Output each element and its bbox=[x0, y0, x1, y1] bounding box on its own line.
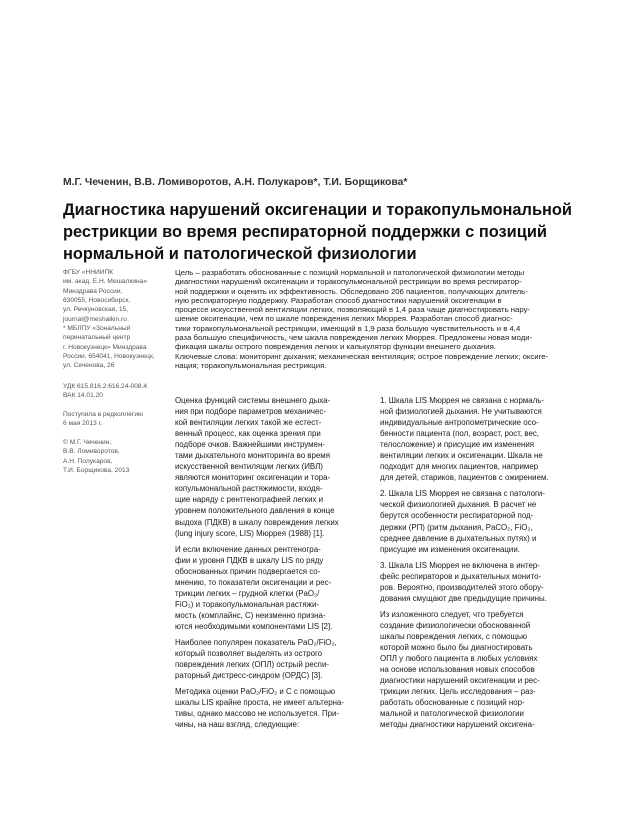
body-line: диагностики нарушений оксигенации и рес- bbox=[380, 676, 540, 686]
abstract-line: Ключевые слова: мониторинг дыхания; механическая вентиляция; острое повреждение легких; оксиге- bbox=[175, 351, 549, 361]
body-line: Наиболее популярен показатель PaO₂/FiO₂, bbox=[175, 637, 337, 647]
body-line: присущие им изменения оксигенации. bbox=[380, 544, 520, 554]
body-line: который позволяет выделять из острого bbox=[175, 649, 323, 659]
body-line: ОПЛ у любого пациента в любых условиях bbox=[380, 654, 538, 664]
affiliation-line: Минздрава России, bbox=[63, 287, 123, 295]
body-line: тами дыхательного мониторинга во время bbox=[175, 451, 330, 461]
body-line: венный процесс, как оценка зрения при bbox=[175, 429, 321, 439]
abstract-line: диагностики нарушений оксигенации и торакопульмональной рестрикции во время респиратор- bbox=[175, 277, 522, 287]
body-line: уровнем положительного давления в конце bbox=[175, 506, 335, 516]
abstract-line: ную респираторную поддержку. Разработан способ диагностики нарушений оксигенации в bbox=[175, 295, 502, 305]
body-line: ческой физиологией дыхания. В расчет не bbox=[380, 500, 537, 510]
body-paragraph bbox=[175, 686, 371, 730]
abstract-line: шение оксигенации, чем по шкале повреждения легких Мюррея. Разработан способ диагнос- bbox=[175, 314, 513, 324]
body-column-left bbox=[175, 395, 371, 735]
body-line: Из изложенного следует, что требуется bbox=[380, 609, 524, 619]
body-line: ров. Вероятно, производителей этого обору- bbox=[380, 582, 544, 592]
body-line: подходит для многих пациентов, например bbox=[380, 462, 539, 472]
body-line: индивидуальные антропометрические осо- bbox=[380, 418, 539, 428]
body-line: для детей, стариков, пациентов с ожирением. bbox=[380, 473, 549, 483]
abstract-line: фикация шкалы острого повреждения легких и калькулятор функции внешнего дыхания. bbox=[175, 342, 496, 352]
body-line: FiO₂) и торакопульмональная растяжи- bbox=[175, 599, 319, 609]
body-line: шкалы LIS крайне проста, не имеет альтерна- bbox=[175, 698, 344, 708]
body-line: тивы, однако массово не используется. При- bbox=[175, 709, 340, 719]
body-line: шкалы повреждения легких, с помощью bbox=[380, 631, 528, 641]
body-paragraph bbox=[380, 560, 580, 604]
body-line: являются мониторинг оксигенации и тора- bbox=[175, 473, 331, 483]
abstract-line: Цель – разработать обоснованные с позиций нормальной и патологической физиологии методы bbox=[175, 268, 525, 277]
affiliation-line: г. Новокузнецк» Минздрава bbox=[63, 343, 147, 351]
body-line: кой вентиляции легких такой же естест- bbox=[175, 418, 322, 428]
copyright-line: © М.Г. Чеченин, bbox=[63, 439, 112, 446]
copyright-line: Т.И. Борщикова, 2013 bbox=[63, 467, 130, 475]
body-line: фейс респираторов и дыхательных монито- bbox=[380, 571, 542, 581]
body-paragraph bbox=[380, 395, 580, 483]
body-line: фии и уровня ПДКВ в шкалу LIS по ряду bbox=[175, 555, 324, 565]
body-line: подборе очков. Важнейшими инструмен- bbox=[175, 440, 325, 450]
title-line: нормальной и патологической физиологии bbox=[63, 245, 417, 263]
body-line: мость (комплайнс, С) неизменно призна- bbox=[175, 610, 326, 620]
body-column-right bbox=[380, 395, 580, 735]
body-line: копульмональной растяжимости, входя- bbox=[175, 484, 323, 494]
affiliation-line: ФГБУ «ННИИПК bbox=[63, 269, 114, 276]
body-line: трикции легких. Цель исследования – раз- bbox=[380, 687, 536, 697]
title-line: Диагностика нарушений оксигенации и торакопульмональной bbox=[63, 201, 573, 219]
body-line: работать обоснованные с позиций нор- bbox=[380, 698, 525, 708]
body-paragraph bbox=[380, 609, 580, 731]
body-line: Методика оценки PaO₂/FiO₂ и С с помощью bbox=[175, 687, 335, 697]
body-line: телосложение) и присущие им изменения bbox=[380, 440, 534, 450]
body-line: которой можно было бы диагностировать bbox=[380, 642, 533, 652]
body-paragraph bbox=[175, 637, 371, 681]
body-line: Оценка функций системы внешнего дыха- bbox=[175, 396, 331, 405]
body-line: бенности пациента (пол, возраст, рост, вес, bbox=[380, 429, 539, 439]
body-line: 1. Шкала LIS Мюррея не связана с нормаль- bbox=[380, 396, 544, 405]
body-line: повреждения легких (ОПЛ) острый респи- bbox=[175, 660, 329, 670]
body-line: среднее давление в дыхательных путях) и bbox=[380, 533, 537, 543]
body-line: создание физиологически обоснованной bbox=[380, 620, 531, 630]
body-line: выдоха (ПДКВ) в шкалу повреждения легких bbox=[175, 517, 339, 527]
body-paragraph bbox=[380, 488, 580, 554]
affiliation-block bbox=[63, 268, 163, 371]
body-line: щие наряду с рентгенографией легких и bbox=[175, 495, 324, 505]
body-line: трикции легких – грудной клетки (PaO₂/ bbox=[175, 588, 320, 598]
body-line: И если включение данных рентгеногра- bbox=[175, 544, 321, 554]
article-title bbox=[63, 199, 583, 265]
body-line: раторный дистресс-синдром (ОРДС) [3]. bbox=[175, 671, 323, 681]
affiliation-line: ул. Речкуновская, 15, bbox=[63, 306, 129, 314]
title-line: рестрикции во время респираторной поддержки с позиций bbox=[63, 223, 547, 241]
abstract-line: раза большую специфичность, чем шкала повреждения легких Мюррея. Предложены новая моди- bbox=[175, 333, 533, 343]
body-line: на основе использования новых способов bbox=[380, 665, 535, 675]
abstract bbox=[175, 268, 575, 370]
body-line: 3. Шкала LIS Мюррея не включена в интер- bbox=[380, 560, 540, 570]
udc-line: УДК 615.816.2:616.24-008.4 bbox=[63, 383, 148, 390]
body-line: ния при подборе параметров механичес- bbox=[175, 407, 326, 417]
affiliation-line: России, 654041, Новокузнецк, bbox=[63, 353, 155, 361]
body-line: вентиляции легких и оксигенации. Шкала не bbox=[380, 451, 543, 461]
body-paragraph bbox=[175, 395, 371, 539]
abstract-line: процессе искусственной вентиляции легких, позволяющий в 1,4 раза чаще диагностировать нару- bbox=[175, 305, 531, 315]
affiliation-line: * МБЛПУ «Зональный bbox=[63, 325, 131, 333]
body-line: (lung injury score, LIS) Мюррея (1988) [1]. bbox=[175, 528, 325, 538]
affiliation-line: ул. Сеченова, 26 bbox=[63, 362, 115, 370]
copyright-line: В.В. Ломиворотов, bbox=[63, 448, 120, 456]
article-authors: М.Г. Чеченин, В.В. Ломиворотов, А.Н. Полукаров*, Т.И. Борщикова* bbox=[63, 177, 408, 188]
body-line: держки (РП) (ритм дыхания, PaCO₂, FiO₂, bbox=[380, 522, 533, 532]
udc-line: ВАК 14.01.20 bbox=[63, 392, 103, 400]
body-line: ной физиологией дыхания. Не учитываются bbox=[380, 407, 542, 417]
udc-block bbox=[63, 382, 163, 401]
body-line: берутся особенности респираторной под- bbox=[380, 511, 534, 521]
body-line: мнению, то показатели оксигенации и рес- bbox=[175, 577, 332, 587]
body-line: ются необходимыми компонентами LIS [2]. bbox=[175, 621, 333, 631]
abstract-line: тики торакопульмональной рестрикции, имеющий в 1,9 раза большую чувствительность и в 4,4 bbox=[175, 323, 521, 333]
body-line: дования смущают две предыдущие причины. bbox=[380, 593, 547, 603]
affiliation-line: 630055, Новосибирск, bbox=[63, 297, 131, 305]
affiliation-line: им. акад. Е.Н. Мешалкина» bbox=[63, 278, 147, 286]
abstract-line: нация; торакопульмональная рестрикция. bbox=[175, 360, 327, 370]
body-paragraph bbox=[175, 544, 371, 632]
body-line: чины, на наш взгляд, следующие: bbox=[175, 720, 300, 730]
affiliation-line: journal@meshalkin.ru bbox=[63, 315, 127, 323]
received-line: Поступила в редколлегию bbox=[63, 411, 143, 418]
body-line: искусственной вентиляции легких (ИВЛ) bbox=[175, 462, 323, 472]
body-line: методы диагностики нарушений оксигена- bbox=[380, 720, 535, 730]
body-line: обоснованных причин подвергается со- bbox=[175, 566, 321, 576]
received-date-block bbox=[63, 410, 163, 429]
body-line: мальной и патологической физиологии bbox=[380, 709, 524, 719]
abstract-line: ной поддержки и оценить их эффективность. Обследовано 206 пациентов, получающих длитель- bbox=[175, 286, 528, 296]
copyright-line: А.Н. Полукаров, bbox=[63, 457, 113, 465]
body-line: 2. Шкала LIS Мюррея не связана с патологи- bbox=[380, 489, 545, 499]
received-line: 6 мая 2013 г. bbox=[63, 420, 103, 428]
affiliation-line: перинатальный центр bbox=[63, 334, 131, 342]
copyright-block bbox=[63, 438, 163, 475]
